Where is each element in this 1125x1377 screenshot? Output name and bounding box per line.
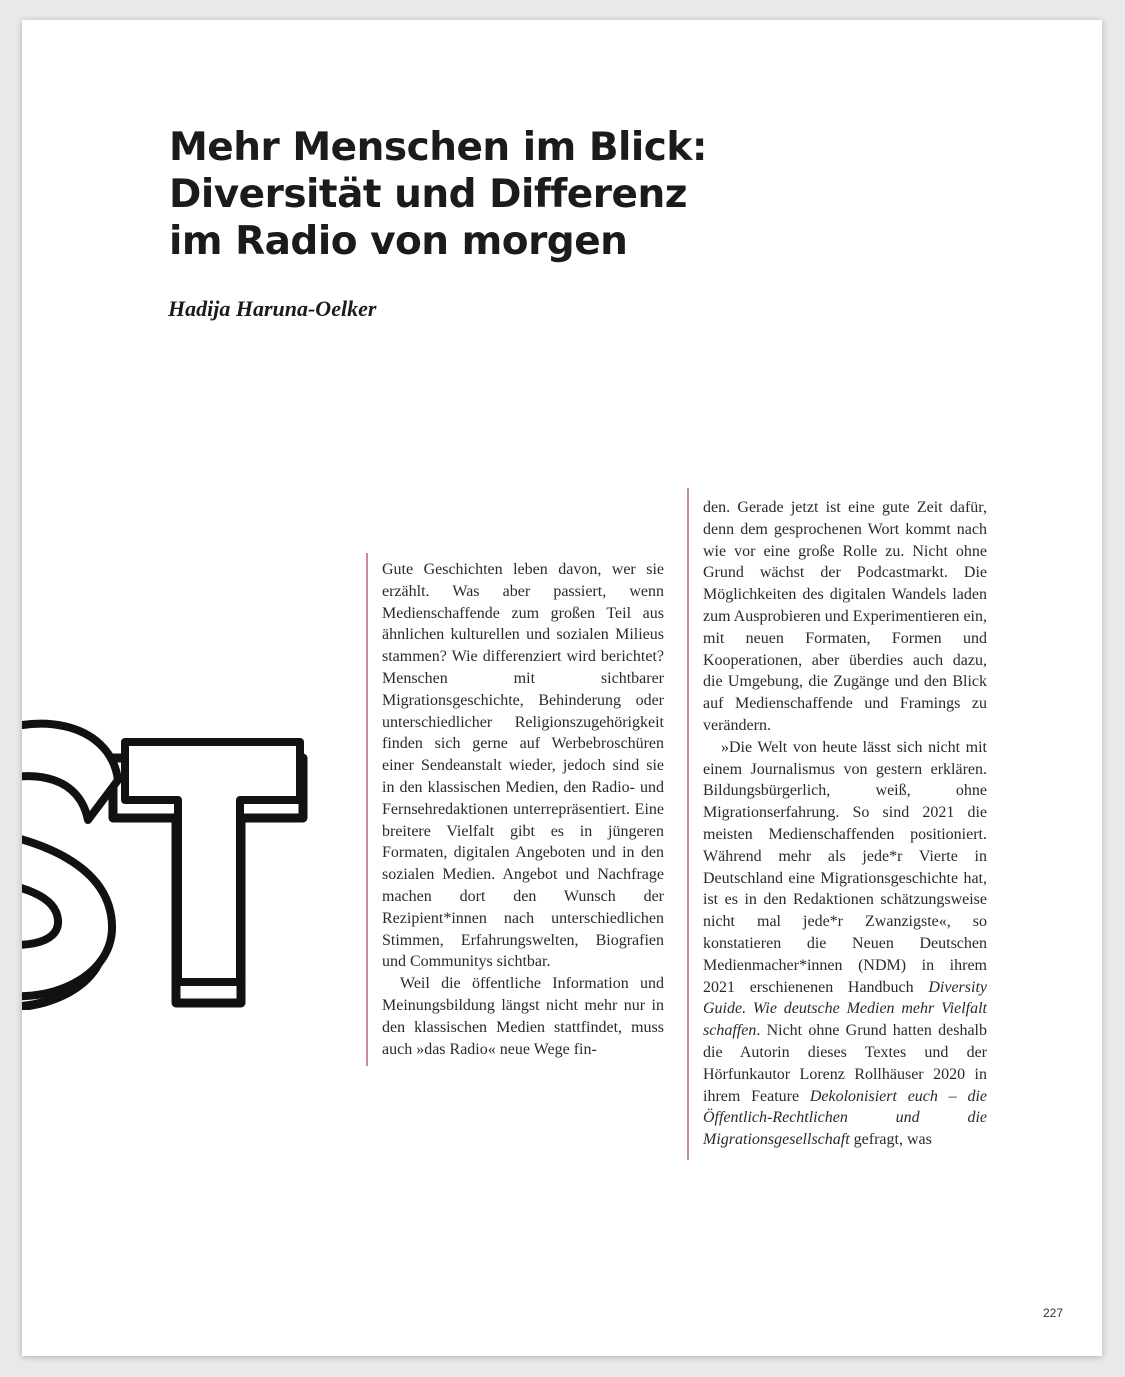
- text-run: »Die Welt von heute lässt sich nicht mit einem Journalismus von gestern erklären. Bildungsbürgerlich, weiß, ohne Migrationserfahrung. So sind 2021 die meisten Medienschaffenden positioniert. Während mehr als jede*r Vierte in Deutschland eine Migrationsgeschichte hat, ist es in den Redaktionen schätzungsweise nicht mal jede*r Zwanzigste«, so konstatieren die Neuen Deutschen Medienmacher*innen (NDM) in ihrem 2021 erschienenen Handbuch: [703, 738, 987, 996]
- title-line-3: im Radio von morgen: [169, 219, 628, 264]
- text-run: . Nicht ohne Grund hatten deshalb die Autorin dieses Textes und der Hörfunkautor Lorenz Rollhäuser 2020 in ihrem Feature: [703, 1022, 987, 1105]
- italic-feature-title: Dekolonisiert euch – die Öffentlich-Rechtlichen und die Migrationsgesellschaft: [703, 1087, 988, 1149]
- text-column-right: [687, 488, 987, 1160]
- letter-t-outline: [125, 742, 300, 982]
- page-number: 227: [1043, 1306, 1064, 1320]
- title-line-2: Diversität und Differenz: [169, 172, 687, 217]
- document-page: [22, 20, 1102, 1356]
- paragraph: Gute Geschichten leben davon, wer sie erzählt. Was aber passiert, wenn Medienschaffende zum großen Teil aus ähnlichen kulturellen und sozialen Milieus stammen? Wie differenziert wird berichtet? Menschen mit sichtbarer Migrationsgeschichte, Behinderung oder unterschiedlicher Religionszugehörigkeit finden sich gerne auf Werbebroschüren einer Sendeanstalt wieder, jedoch sind sie in den klassischen Medien, den Radio- und Fernsehredaktionen unterrepräsentiert. Eine breitere Vielfalt gibt es in jüngeren Formaten, digitalen Angeboten und in den sozialen Medien. Angebot und Nachfrage machen dort den Wunsch der Rezipient*innen nach unterschiedlichen Stimmen, Erfahrungswelten, Biografien und Communitys sichtbar.: [382, 561, 664, 971]
- title-line-1: Mehr Menschen im Blick:: [169, 125, 707, 170]
- text-column-left: [366, 553, 664, 1066]
- paragraph: den. Gerade jetzt ist eine gute Zeit dafür, denn dem gesprochenen Wort kommt nach wie vor eine große Rolle zu. Nicht ohne Grund wächst der Podcastmarkt. Die Möglichkeiten des digitalen Wandels laden zum Ausprobieren und Experimentieren ein, mit neuen Formaten, Formen und Kooperationen, aber überdies auch dazu, die Umgebung, die Zugänge und den Blick auf Medienschaffende und Framings zu verändern.: [703, 499, 987, 734]
- article-author: Hadija Haruna-Oelker: [168, 296, 377, 321]
- decorative-letters-st: [22, 710, 320, 1010]
- text-run: gefragt, was: [849, 1131, 932, 1149]
- paragraph: Weil die öffentliche Information und Meinungsbildung längst nicht mehr nur in den klassischen Medien stattfindet, muss auch »das Radio« neue Wege fin-: [382, 975, 664, 1058]
- article-title: [169, 124, 789, 265]
- italic-book-title: Diversity Guide. Wie deutsche Medien mehr Vielfalt schaffen: [703, 978, 987, 1040]
- paragraph: [703, 737, 987, 1151]
